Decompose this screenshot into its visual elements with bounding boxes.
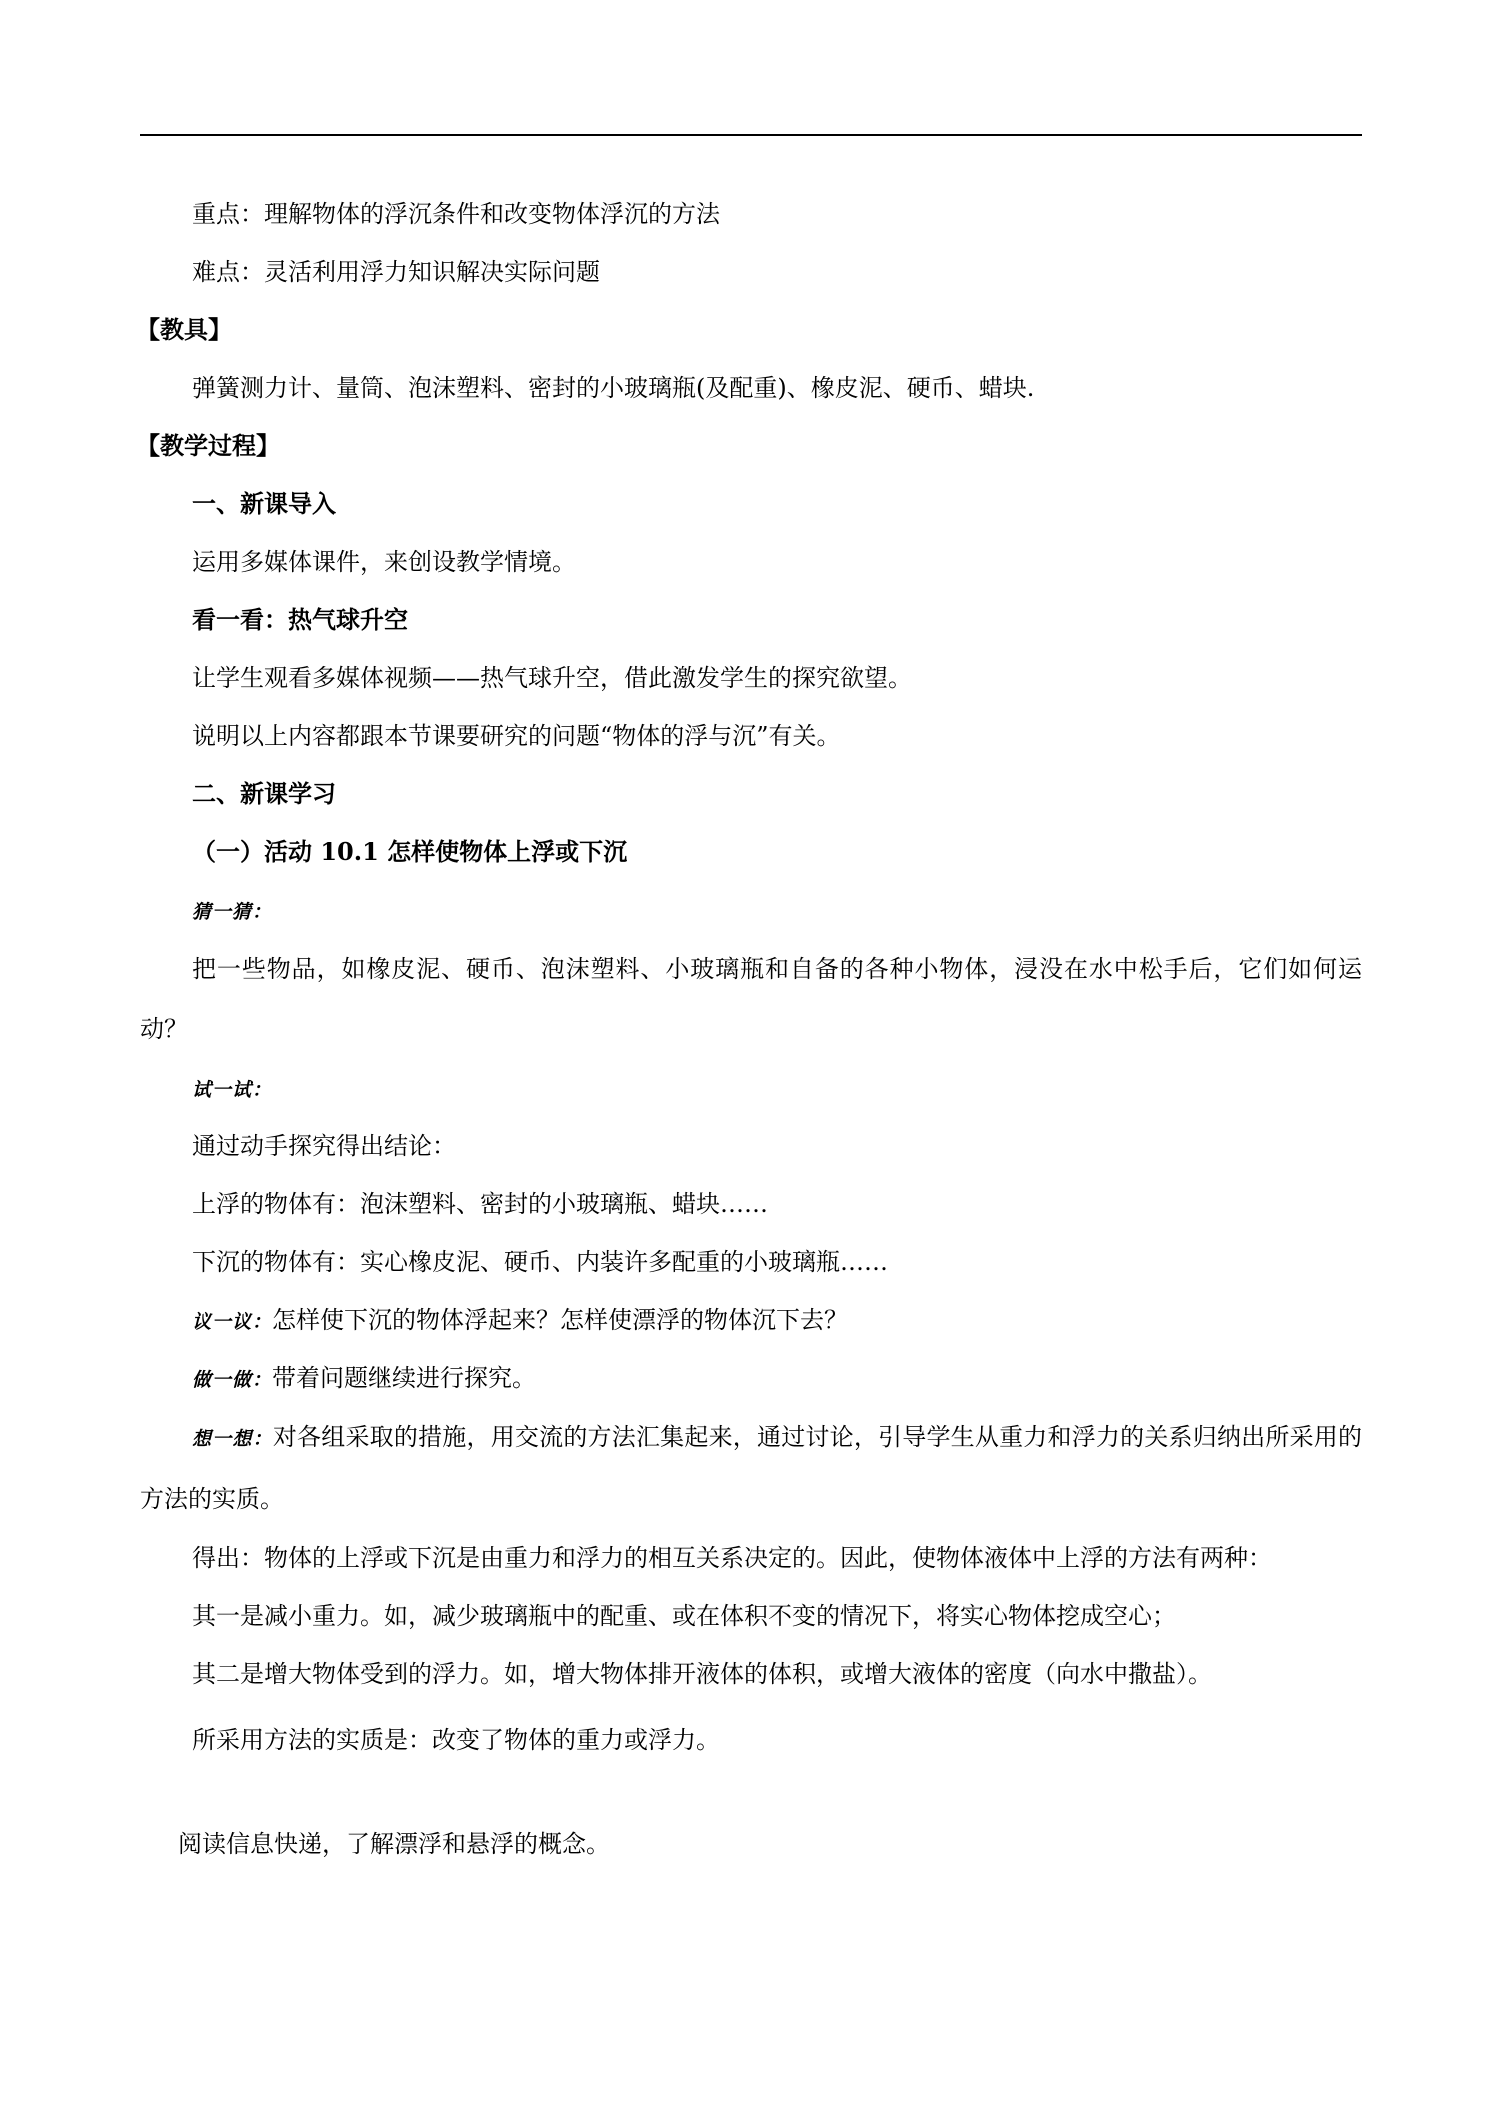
watch-label: 看一看：热气球升空: [192, 605, 408, 634]
part1-intro: 运用多媒体课件，来创设教学情境。: [192, 548, 576, 576]
conclusion-text: 得出：物体的上浮或下沉是由重力和浮力的相互关系决定的。因此，使物体液体中上浮的方法有两种：: [192, 1544, 1272, 1572]
try-intro: 通过动手探究得出结论：: [192, 1132, 456, 1160]
guess-label: 猜一猜：: [192, 901, 273, 923]
do-text: 带着问题继续进行探究。: [272, 1364, 537, 1392]
reading-prompt: 阅读信息快递，了解漂浮和悬浮的概念。: [178, 1830, 610, 1858]
document-body: [136, 185, 1362, 1873]
discuss-label: 议一议：: [192, 1311, 273, 1333]
guess-text: 把一些物品，如橡皮泥、硬币、泡沫塑料、小玻璃瓶和自备的各种小物体，浸没在水中松手后，它们如何运动？: [140, 955, 1362, 1043]
teaching-process-heading: 【教学过程】: [136, 431, 280, 460]
difficult-point: 难点：灵活利用浮力知识解决实际问题: [192, 258, 600, 286]
think-label: 想一想：: [192, 1428, 273, 1450]
sink-list: 下沉的物体有：实心橡皮泥、硬币、内装许多配重的小玻璃瓶……: [192, 1248, 888, 1276]
do-line: [140, 1349, 1362, 1407]
method-two: 其二是增大物体受到的浮力。如，增大物体排开液体的体积，或增大液体的密度（向水中撒盐）。: [192, 1660, 1212, 1688]
discuss-text: 怎样使下沉的物体浮起来？怎样使漂浮的物体沉下去？: [272, 1306, 849, 1334]
try-label-line: [140, 1059, 1362, 1117]
try-label: 试一试：: [192, 1079, 273, 1101]
think-text: 对各组采取的措施，用交流的方法汇集起来，通过讨论，引导学生从重力和浮力的关系归纳出所采用的方法的实质。: [140, 1423, 1362, 1513]
essence-text: 所采用方法的实质是：改变了物体的重力或浮力。: [192, 1726, 720, 1754]
activity-heading: （一）活动 10.1 怎样使物体上浮或下沉: [192, 837, 628, 866]
part2-heading: 二、新课学习: [192, 779, 336, 808]
explain-text: 说明以上内容都跟本节课要研究的问题“物体的浮与沉”有关。: [192, 722, 841, 750]
teaching-aids-heading: 【教具】: [136, 315, 232, 344]
think-paragraph: [140, 1407, 1362, 1529]
spacer: [140, 1703, 1362, 1711]
watch-text: 让学生观看多媒体视频——热气球升空，借此激发学生的探究欲望。: [192, 664, 912, 692]
discuss-line: [140, 1291, 1362, 1349]
do-label: 做一做：: [192, 1369, 273, 1391]
guess-label-line: [140, 881, 1362, 939]
method-one: 其一是减小重力。如，减少玻璃瓶中的配重、或在体积不变的情况下，将实心物体挖成空心；: [192, 1602, 1176, 1630]
header-rule: [140, 134, 1362, 136]
part1-heading: 一、新课导入: [192, 489, 336, 518]
teaching-aids-content: 弹簧测力计、量筒、泡沫塑料、密封的小玻璃瓶(及配重)、橡皮泥、硬币、蜡块.: [192, 374, 1035, 402]
key-point: 重点：理解物体的浮沉条件和改变物体浮沉的方法: [192, 200, 720, 228]
spacer: [140, 1769, 1362, 1815]
float-up-list: 上浮的物体有：泡沫塑料、密封的小玻璃瓶、蜡块……: [192, 1190, 768, 1218]
